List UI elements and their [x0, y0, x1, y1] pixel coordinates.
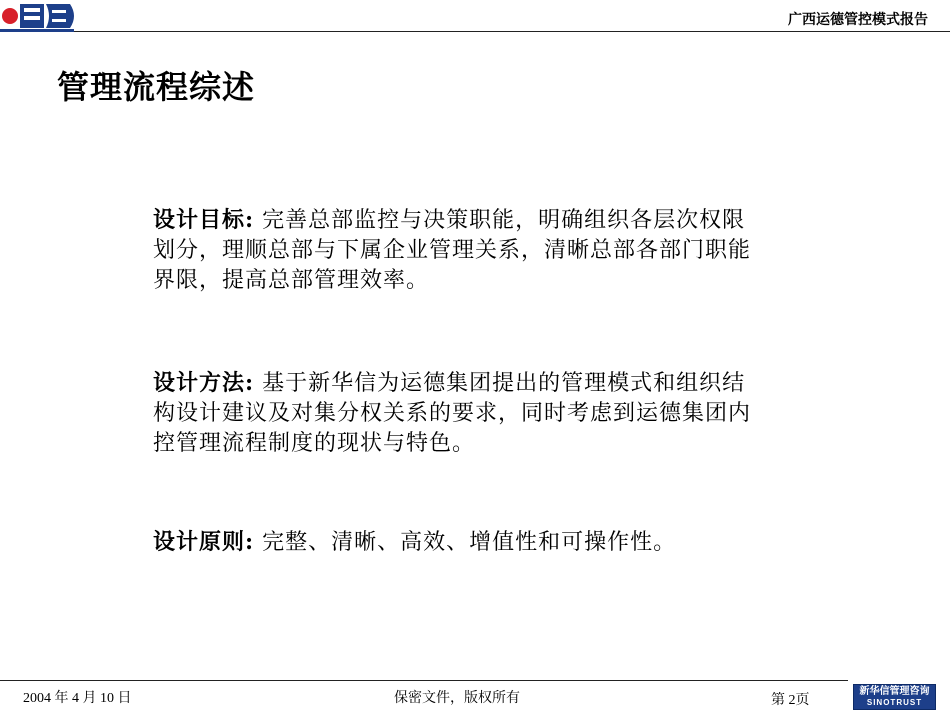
footer-date: 2004 年 4 月 10 日 [23, 691, 132, 706]
section-label: 设计方法: [153, 370, 255, 396]
section-label: 设计原则: [153, 529, 255, 555]
section-design-goal [153, 205, 763, 296]
logo-red-dot [2, 8, 18, 24]
logo-english-name: SINOTRUST [866, 698, 923, 707]
footer-confidential-notice: 保密文件，版权所有 [394, 691, 520, 706]
section-text: 基于新华信为运德集团提出的管理模式和组织结构设计建议及对集分权关系的要求，同时考虑到运德集团内控管理流程制度的现状与特色。 [153, 371, 752, 456]
page-title: 管理流程综述 [57, 68, 256, 106]
page-number: 第 2页 [771, 693, 810, 708]
logo-blue-swoosh [46, 4, 74, 28]
section-text: 完善总部监控与决策职能，明确组织各层次权限划分，理顺总部与下属企业管理关系，清晰总部各部门职能界限，提高总部管理效率。 [153, 208, 752, 293]
section-text: 完整、清晰、高效、增值性和可操作性。 [262, 530, 677, 555]
section-design-principle [153, 527, 763, 558]
footer-divider [0, 680, 848, 681]
logo-chinese-name: 新华信管理咨询 [859, 686, 930, 697]
company-logo [0, 0, 80, 34]
sinotrust-logo [853, 684, 936, 710]
section-label: 设计目标: [153, 207, 255, 233]
report-title: 广西运德管控模式报告 [788, 12, 928, 28]
section-design-method [153, 368, 763, 459]
header-divider [74, 31, 950, 32]
